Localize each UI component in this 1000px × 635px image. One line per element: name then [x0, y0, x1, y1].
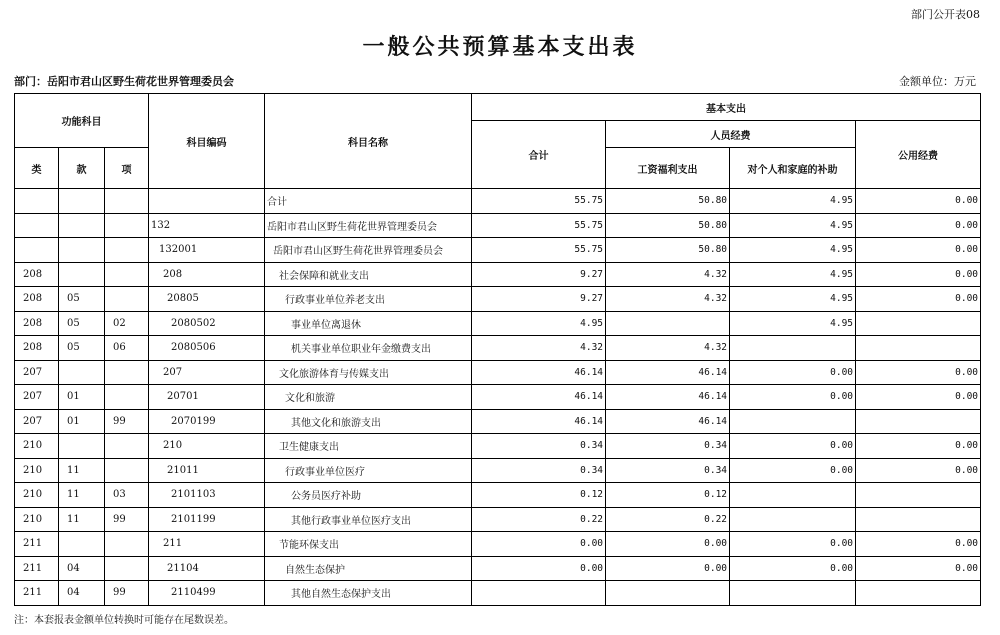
cell-name: 岳阳市君山区野生荷花世界管理委员会: [265, 238, 472, 263]
cell-code: 2101199: [149, 507, 265, 532]
cell-lei: 210: [15, 507, 59, 532]
cell-subsidy: 4.95: [730, 287, 856, 312]
cell-xiang: [105, 385, 149, 410]
cell-xiang: [105, 189, 149, 214]
cell-salary: 0.34: [606, 434, 730, 459]
cell-name: 文化旅游体育与传媒支出: [265, 360, 472, 385]
footnote: 注：本套报表金额单位转换时可能存在尾数误差。: [14, 615, 234, 626]
table-row: [15, 262, 981, 287]
cell-subsidy: 0.00: [730, 532, 856, 557]
cell-code: 2101103: [149, 483, 265, 508]
cell-subsidy: 4.95: [730, 311, 856, 336]
cell-salary: 0.12: [606, 483, 730, 508]
cell-total: 4.32: [472, 336, 606, 361]
table-row: [15, 458, 981, 483]
cell-lei: 211: [15, 556, 59, 581]
cell-total: 46.14: [472, 360, 606, 385]
cell-xiang: [105, 262, 149, 287]
cell-subsidy: 4.95: [730, 189, 856, 214]
cell-kuan: 01: [59, 385, 105, 410]
cell-salary: 50.80: [606, 238, 730, 263]
cell-kuan: 11: [59, 507, 105, 532]
cell-xiang: [105, 287, 149, 312]
cell-name: 岳阳市君山区野生荷花世界管理委员会: [265, 213, 472, 238]
cell-subsidy: 0.00: [730, 385, 856, 410]
cell-lei: [15, 238, 59, 263]
cell-total: 0.34: [472, 434, 606, 459]
cell-public: 0.00: [856, 287, 981, 312]
cell-kuan: 04: [59, 581, 105, 606]
cell-subsidy: 0.00: [730, 556, 856, 581]
cell-xiang: [105, 532, 149, 557]
table-row: [15, 581, 981, 606]
cell-kuan: [59, 360, 105, 385]
cell-salary: 4.32: [606, 336, 730, 361]
cell-total: 0.34: [472, 458, 606, 483]
cell-salary: 50.80: [606, 213, 730, 238]
header-func-subject: 功能科目: [15, 94, 149, 148]
cell-code: 211: [149, 532, 265, 557]
cell-xiang: [105, 556, 149, 581]
cell-total: 46.14: [472, 385, 606, 410]
cell-subsidy: 4.95: [730, 213, 856, 238]
table-row: [15, 311, 981, 336]
cell-subsidy: [730, 507, 856, 532]
cell-salary: 0.34: [606, 458, 730, 483]
cell-xiang: 99: [105, 581, 149, 606]
table-row: [15, 360, 981, 385]
cell-total: 55.75: [472, 213, 606, 238]
header-xiang: 项: [105, 148, 149, 189]
table-row: [15, 213, 981, 238]
document-number: 部门公开表08: [911, 8, 980, 21]
cell-subsidy: 0.00: [730, 458, 856, 483]
cell-public: 0.00: [856, 434, 981, 459]
cell-salary: 46.14: [606, 409, 730, 434]
cell-name: 社会保障和就业支出: [265, 262, 472, 287]
cell-kuan: 05: [59, 336, 105, 361]
cell-salary: 46.14: [606, 385, 730, 410]
table-row: [15, 189, 981, 214]
cell-xiang: 99: [105, 409, 149, 434]
cell-code: 208: [149, 262, 265, 287]
cell-salary: 4.32: [606, 262, 730, 287]
cell-code: 20701: [149, 385, 265, 410]
table-row: [15, 556, 981, 581]
cell-public: 0.00: [856, 213, 981, 238]
cell-total: 9.27: [472, 287, 606, 312]
cell-xiang: [105, 360, 149, 385]
table-row: [15, 434, 981, 459]
cell-salary: 46.14: [606, 360, 730, 385]
cell-subsidy: 4.95: [730, 238, 856, 263]
cell-subsidy: 0.00: [730, 434, 856, 459]
cell-public: [856, 507, 981, 532]
cell-code: 21011: [149, 458, 265, 483]
table-row: [15, 507, 981, 532]
cell-public: 0.00: [856, 189, 981, 214]
cell-xiang: [105, 458, 149, 483]
cell-subsidy: [730, 409, 856, 434]
cell-kuan: 05: [59, 287, 105, 312]
cell-public: 0.00: [856, 556, 981, 581]
cell-public: [856, 581, 981, 606]
header-code: 科目编码: [149, 94, 265, 189]
cell-kuan: [59, 434, 105, 459]
cell-name: 节能环保支出: [265, 532, 472, 557]
table-row: [15, 287, 981, 312]
cell-code: 210: [149, 434, 265, 459]
header-salary: 工资福利支出: [606, 148, 730, 189]
cell-lei: 210: [15, 434, 59, 459]
cell-public: [856, 409, 981, 434]
cell-code: 21104: [149, 556, 265, 581]
header-basic-expenditure: 基本支出: [472, 94, 981, 121]
cell-kuan: 11: [59, 458, 105, 483]
table-row: [15, 336, 981, 361]
cell-kuan: [59, 238, 105, 263]
cell-name: 其他行政事业单位医疗支出: [265, 507, 472, 532]
cell-kuan: [59, 213, 105, 238]
cell-kuan: [59, 189, 105, 214]
header-personnel: 人员经费: [606, 121, 856, 148]
cell-kuan: [59, 262, 105, 287]
cell-name: 其他文化和旅游支出: [265, 409, 472, 434]
cell-lei: 211: [15, 581, 59, 606]
header-subsidy: 对个人和家庭的补助: [730, 148, 856, 189]
cell-lei: 208: [15, 262, 59, 287]
cell-public: [856, 483, 981, 508]
cell-code: 2080502: [149, 311, 265, 336]
cell-lei: [15, 213, 59, 238]
cell-subsidy: [730, 483, 856, 508]
budget-table-container: [14, 93, 980, 606]
cell-kuan: 04: [59, 556, 105, 581]
cell-public: [856, 311, 981, 336]
budget-table: [14, 93, 981, 606]
cell-xiang: [105, 238, 149, 263]
cell-lei: 207: [15, 385, 59, 410]
page-title: 一般公共预算基本支出表: [362, 34, 638, 60]
cell-code: 2070199: [149, 409, 265, 434]
cell-subsidy: [730, 581, 856, 606]
cell-name: 卫生健康支出: [265, 434, 472, 459]
cell-name: 行政事业单位医疗: [265, 458, 472, 483]
cell-lei: 208: [15, 336, 59, 361]
cell-code: 2080506: [149, 336, 265, 361]
cell-lei: 207: [15, 360, 59, 385]
cell-salary: 0.00: [606, 532, 730, 557]
cell-subsidy: 4.95: [730, 262, 856, 287]
table-row: [15, 385, 981, 410]
cell-public: [856, 336, 981, 361]
cell-name: 机关事业单位职业年金缴费支出: [265, 336, 472, 361]
cell-code: 20805: [149, 287, 265, 312]
cell-kuan: 11: [59, 483, 105, 508]
cell-total: 46.14: [472, 409, 606, 434]
cell-xiang: 06: [105, 336, 149, 361]
cell-code: 132001: [149, 238, 265, 263]
cell-total: 0.00: [472, 556, 606, 581]
cell-public: 0.00: [856, 238, 981, 263]
cell-salary: [606, 311, 730, 336]
cell-subsidy: [730, 336, 856, 361]
cell-lei: 207: [15, 409, 59, 434]
cell-salary: 0.00: [606, 556, 730, 581]
cell-name: 自然生态保护: [265, 556, 472, 581]
header-total: 合计: [472, 121, 606, 189]
table-row: [15, 532, 981, 557]
cell-lei: [15, 189, 59, 214]
cell-xiang: [105, 213, 149, 238]
amount-unit-label: 金额单位：万元: [899, 75, 976, 88]
cell-code: [149, 189, 265, 214]
table-row: [15, 238, 981, 263]
cell-code: 207: [149, 360, 265, 385]
cell-xiang: 03: [105, 483, 149, 508]
cell-kuan: 05: [59, 311, 105, 336]
cell-lei: 210: [15, 458, 59, 483]
cell-total: 55.75: [472, 238, 606, 263]
cell-total: 4.95: [472, 311, 606, 336]
cell-salary: [606, 581, 730, 606]
cell-xiang: [105, 434, 149, 459]
cell-public: 0.00: [856, 458, 981, 483]
cell-subsidy: 0.00: [730, 360, 856, 385]
cell-name: 事业单位离退休: [265, 311, 472, 336]
cell-salary: 0.22: [606, 507, 730, 532]
cell-name: 其他自然生态保护支出: [265, 581, 472, 606]
cell-total: 0.12: [472, 483, 606, 508]
cell-public: 0.00: [856, 262, 981, 287]
cell-kuan: 01: [59, 409, 105, 434]
cell-name: 合计: [265, 189, 472, 214]
cell-lei: 211: [15, 532, 59, 557]
cell-name: 公务员医疗补助: [265, 483, 472, 508]
department-label: 部门：岳阳市君山区野生荷花世界管理委员会: [14, 75, 234, 88]
cell-public: 0.00: [856, 360, 981, 385]
cell-total: 9.27: [472, 262, 606, 287]
header-lei: 类: [15, 148, 59, 189]
cell-code: 2110499: [149, 581, 265, 606]
cell-total: 0.00: [472, 532, 606, 557]
cell-lei: 208: [15, 311, 59, 336]
cell-total: 55.75: [472, 189, 606, 214]
cell-total: 0.22: [472, 507, 606, 532]
cell-public: 0.00: [856, 532, 981, 557]
header-public: 公用经费: [856, 121, 981, 189]
header-kuan: 款: [59, 148, 105, 189]
cell-salary: 4.32: [606, 287, 730, 312]
table-row: [15, 409, 981, 434]
header-name: 科目名称: [265, 94, 472, 189]
cell-lei: 208: [15, 287, 59, 312]
cell-name: 文化和旅游: [265, 385, 472, 410]
cell-salary: 50.80: [606, 189, 730, 214]
cell-public: 0.00: [856, 385, 981, 410]
cell-xiang: 99: [105, 507, 149, 532]
cell-name: 行政事业单位养老支出: [265, 287, 472, 312]
cell-lei: 210: [15, 483, 59, 508]
cell-total: [472, 581, 606, 606]
table-row: [15, 483, 981, 508]
table-body: [15, 189, 981, 606]
cell-xiang: 02: [105, 311, 149, 336]
cell-kuan: [59, 532, 105, 557]
cell-code: 132: [149, 213, 265, 238]
